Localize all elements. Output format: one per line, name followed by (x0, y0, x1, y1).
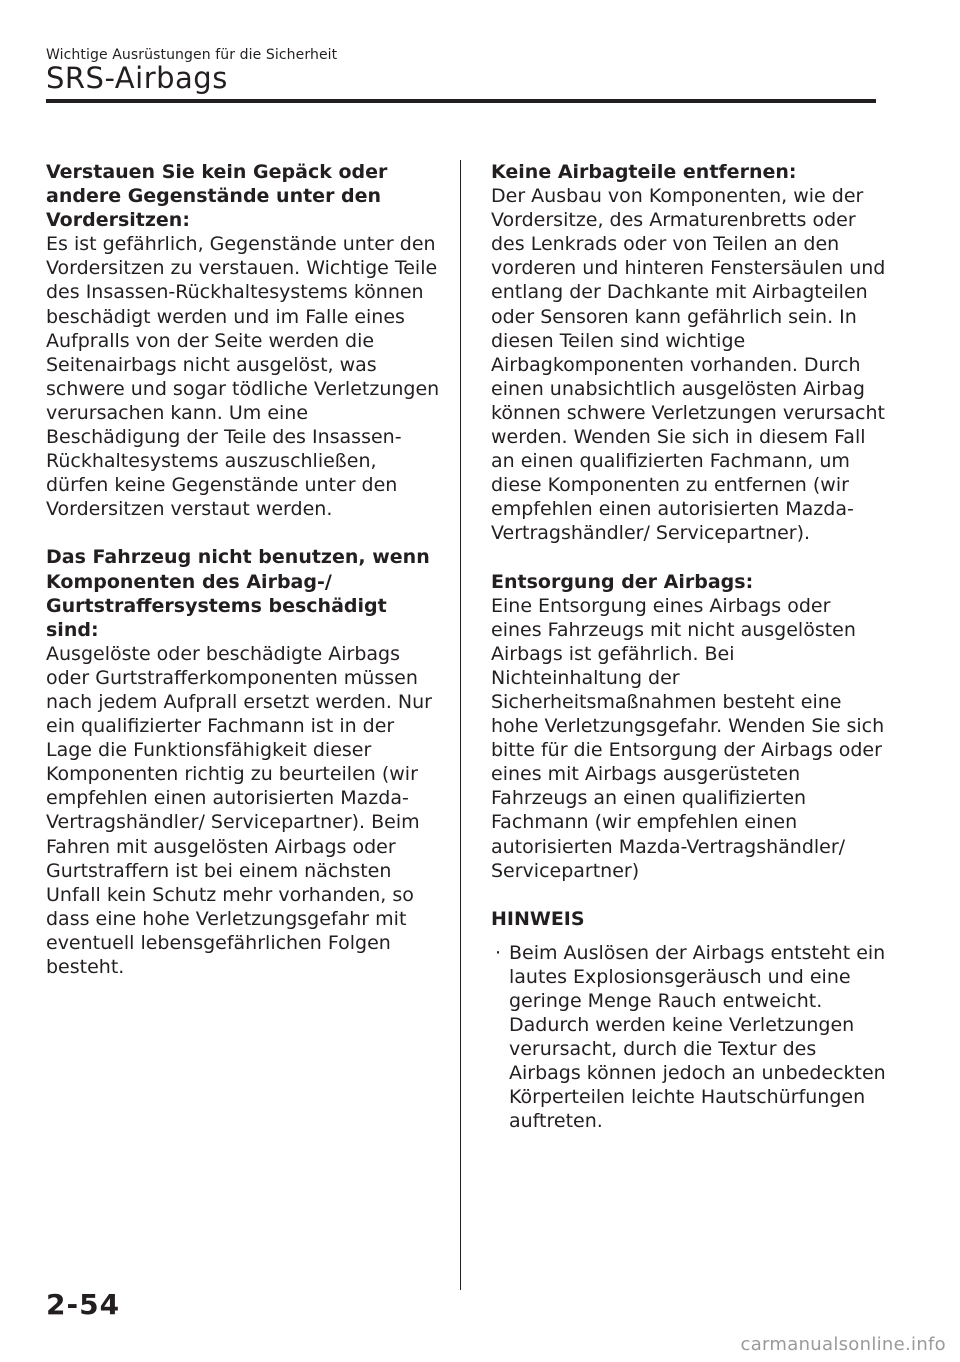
block-text: Ausgelöste oder beschädigte Airbags oder Gurtstrafferkomponenten müssen nach jedem Aufprall ersetzt werden. Nur ein qualifizierter Fachmann ist in der Lage die Funktionsfähigkeit dieser Komponenten richtig zu beurteilen (wir empfehlen einen autorisierten Mazda-Vertragshändler/ Servicepartner). Beim Fahren mit ausgelösten Airbags oder Gurtstraffern ist bei einem nächsten Unfall kein Schutz mehr vorhanden, so dass eine hohe Verletzungsgefahr mit eventuell lebensgefährlichen Folgen besteht. (46, 642, 432, 978)
note-item-text: Beim Auslösen der Airbags entsteht ein lautes Explosionsgeräusch und eine geringe Menge Rauch entweicht. Dadurch werden keine Verletzungen verursacht, durch die Textur des Airbags können jedoch an unbedeckten Körperteilen leichte Hautschürfungen auftreten. (509, 941, 886, 1133)
warning-block-removal (491, 160, 886, 546)
note-item (491, 941, 886, 1134)
note-list (491, 941, 886, 1134)
bullet-dot-icon: · (495, 941, 502, 964)
breadcrumb: Wichtige Ausrüstungen für die Sicherheit (46, 47, 338, 63)
block-text: Es ist gefährlich, Gegenstände unter den Vordersitzen zu verstauen. Wichtige Teile des Insassen-Rückhaltesystems können beschädigt werden und im Falle eines Aufpralls von der Seite werden die Seitenairbags nicht ausgelöst, was schwere und sogar tödliche Verletzungen verursachen kann. Um eine Beschädigung der Teile des Insassen-Rückhaltesystems auszuschließen, dürfen keine Gegenstände unter den Vordersitzen verstaut werden. (46, 233, 440, 521)
warning-block-luggage (46, 160, 441, 521)
title-rule (46, 99, 876, 103)
left-column (46, 160, 441, 1003)
warning-block-damaged-components (46, 545, 441, 979)
watermark: carmanualsonline.info (740, 1334, 946, 1355)
block-heading: Das Fahrzeug nicht benutzen, wenn Komponenten des Airbag-/ Gurtstraffersystems beschädigt sind: (46, 546, 430, 641)
right-column (491, 160, 886, 1134)
block-text: Eine Entsorgung eines Airbags oder eines Fahrzeugs mit nicht ausgelösten Airbags ist gefährlich. Bei Nichteinhaltung der Sicherheitsmaßnahmen besteht eine hohe Verletzungsgefahr. Wenden Sie sich bitte für die Entsorgung der Airbags oder eines mit Airbags ausgerüsteten Fahrzeugs an einen qualifizierten Fachmann (wir empfehlen einen autorisierten Mazda-Vertragshändler/ Servicepartner) (491, 594, 885, 882)
column-divider (460, 160, 461, 1290)
note-section (491, 907, 886, 1134)
block-text: Der Ausbau von Komponenten, wie der Vordersitze, des Armaturenbretts oder des Lenkrads oder von Teilen an den vorderen und hinteren Fenstersäulen und entlang der Dachkante mit Airbagteilen oder Sensoren kann gefährlich sein. In diesen Teilen sind wichtige Airbagkomponenten vorhanden. Durch einen unabsichtlich ausgelösten Airbag können schwere Verletzungen verursacht werden. Wenden Sie sich in diesem Fall an einen qualifizierten Fachmann, um diese Komponenten zu entfernen (wir empfehlen einen autorisierten Mazda-Vertragshändler/ Servicepartner). (491, 185, 886, 545)
section-title: SRS-Airbags (46, 61, 228, 95)
block-heading: Entsorgung der Airbags: (491, 570, 754, 593)
block-heading: Keine Airbagteile entfernen: (491, 161, 797, 183)
note-heading: HINWEIS (491, 907, 585, 930)
page-number: 2-54 (46, 1288, 121, 1321)
warning-block-disposal (491, 570, 886, 883)
block-heading: Verstauen Sie kein Gepäck oder andere Gegenstände unter den Vordersitzen: (46, 161, 388, 232)
